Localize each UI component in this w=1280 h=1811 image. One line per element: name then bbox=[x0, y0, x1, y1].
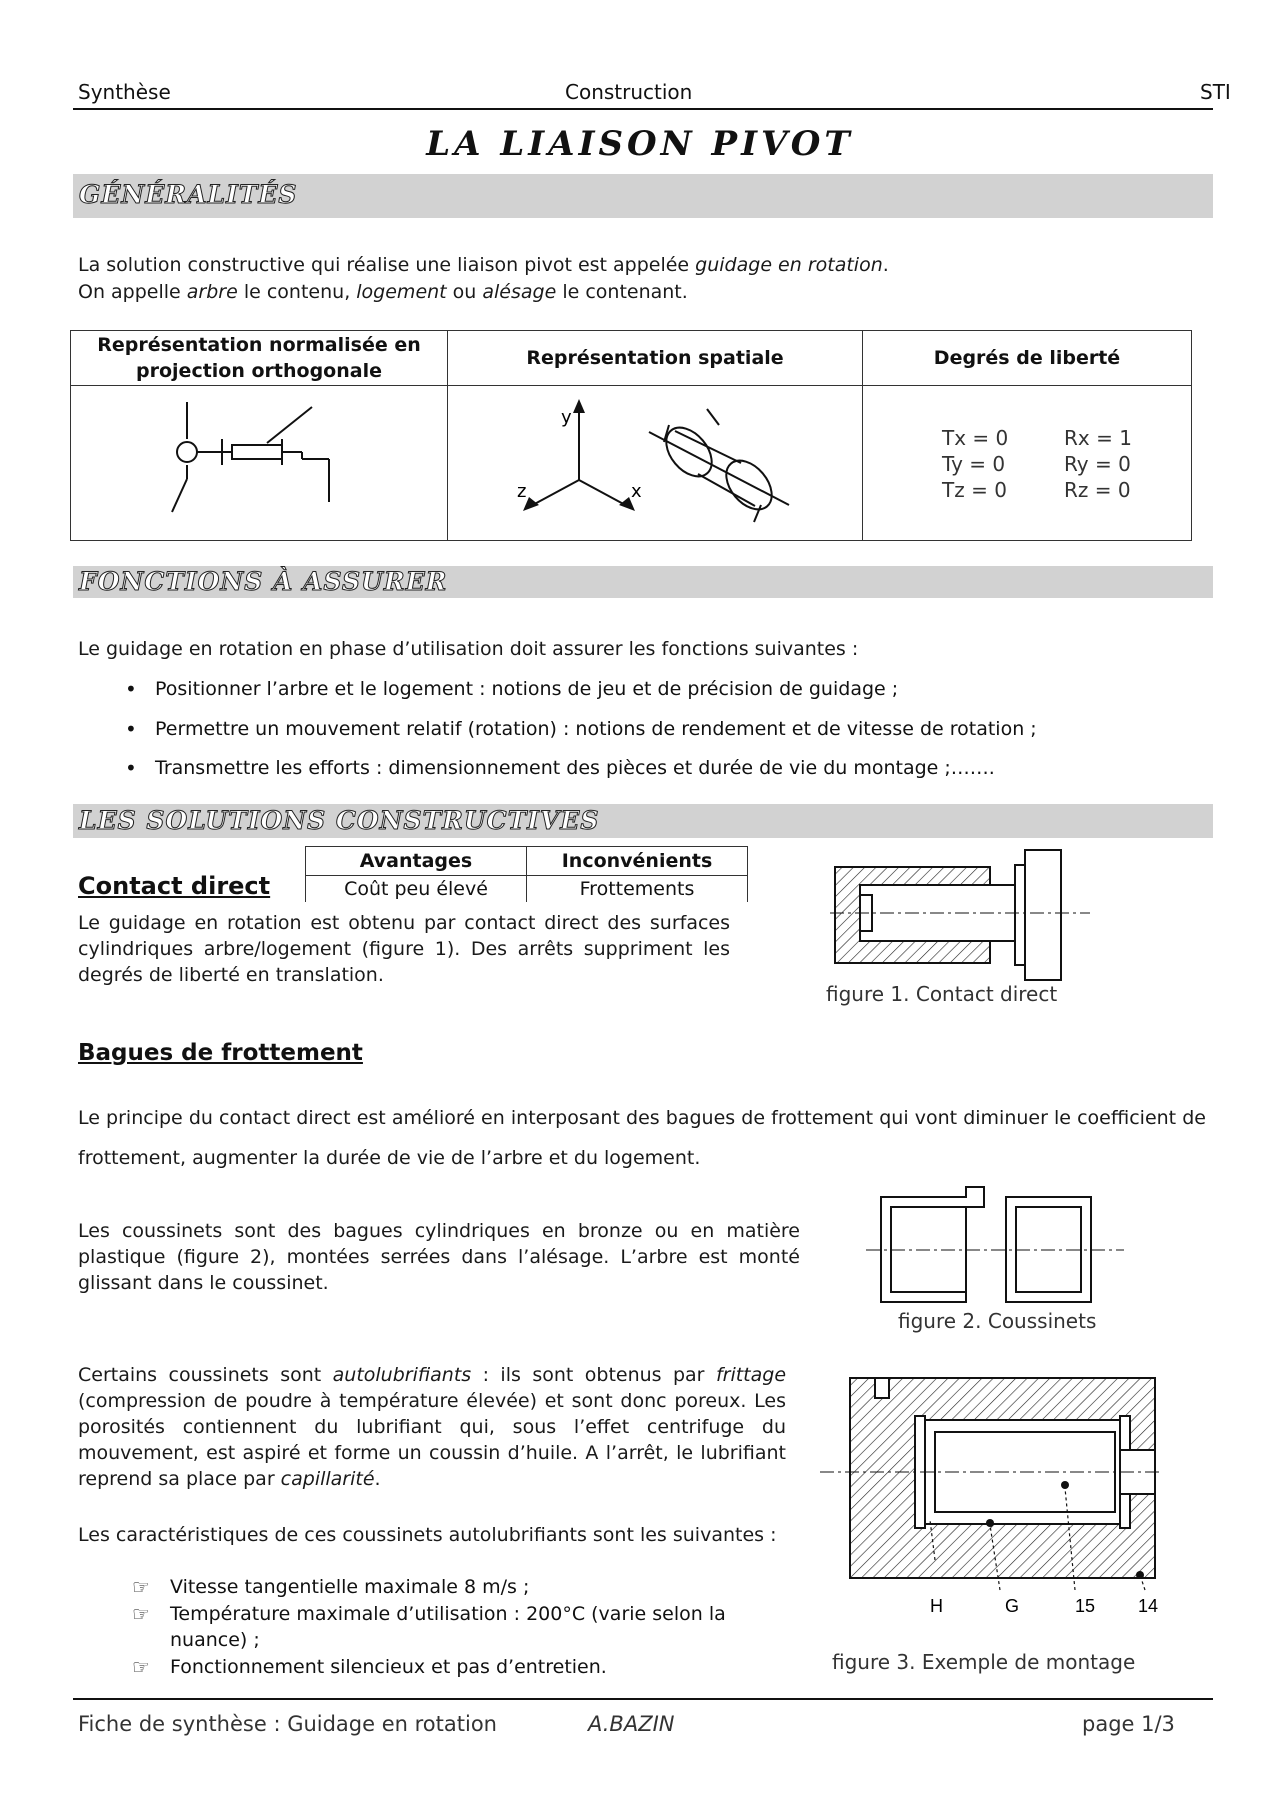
section-title: LES SOLUTIONS CONSTRUCTIVES bbox=[79, 806, 600, 835]
para-term: capillarité bbox=[280, 1468, 375, 1490]
para-term: autolubrifiants bbox=[332, 1364, 472, 1386]
pointing-hand-icon: ☞ bbox=[132, 1602, 150, 1626]
fig3-label-15: 15 bbox=[1075, 1596, 1096, 1616]
dof-ty: Ty = 0 bbox=[942, 452, 1006, 476]
figure-2-coussinets bbox=[866, 1182, 1126, 1306]
axis-z-label: z bbox=[517, 481, 527, 502]
intro-paragraph bbox=[78, 252, 1198, 306]
axis-y-label: y bbox=[561, 407, 572, 428]
cell-symbol-spatial bbox=[448, 386, 863, 541]
cell-degres-liberte bbox=[863, 386, 1192, 541]
figure-3-montage bbox=[820, 1370, 1160, 1620]
intro-text: . bbox=[882, 254, 889, 276]
section-band-fonctions bbox=[73, 566, 1213, 598]
dof-tx: Tx = 0 bbox=[942, 426, 1009, 450]
section-band-generalites bbox=[73, 174, 1213, 218]
fig3-label-14: 14 bbox=[1138, 1596, 1159, 1616]
dof-rx: Rx = 1 bbox=[1064, 426, 1132, 450]
list-item-text: Transmettre les efforts : dimensionnement des pièces et durée de vie du montage ;……. bbox=[155, 757, 995, 779]
figure-2-caption: figure 2. Coussinets bbox=[898, 1309, 1097, 1333]
axis-x-label: x bbox=[631, 481, 642, 502]
list-item-text: Température maximale d’utilisation : 200°C (varie selon la nuance) ; bbox=[170, 1603, 726, 1651]
footer-author: A.BAZIN bbox=[588, 1712, 675, 1736]
list-item-text: Positionner l’arbre et le logement : notions de jeu et de précision de guidage ; bbox=[155, 678, 899, 700]
table-header-spatiale: Représentation spatiale bbox=[448, 331, 863, 386]
header-subject: Synthèse bbox=[78, 80, 171, 104]
fig3-label-g: G bbox=[1005, 1596, 1020, 1616]
para-text: Certains coussinets sont bbox=[78, 1364, 333, 1386]
pivot-symbol-2d bbox=[72, 387, 446, 535]
list-item: • Positionner l’arbre et le logement : notions de jeu et de précision de guidage ; bbox=[125, 677, 899, 701]
figure-1-caption: figure 1. Contact direct bbox=[826, 982, 1058, 1006]
para-text: . bbox=[374, 1468, 381, 1490]
section-band-solutions bbox=[73, 804, 1213, 838]
list-item-text: Vitesse tangentielle maximale 8 m/s ; bbox=[170, 1576, 530, 1598]
header-class: STI bbox=[1200, 80, 1231, 104]
pivot-symbol-3d bbox=[449, 387, 861, 535]
table-header-normalisee: Représentation normalisée en projection orthogonale bbox=[71, 331, 448, 386]
drawbacks-header: Inconvénients bbox=[527, 847, 748, 876]
para-term: frittage bbox=[715, 1364, 787, 1386]
coussinets-paragraph: Les coussinets sont des bagues cylindriques en bronze ou en matière plastique (figure 2), montées serrées dans l’alésage. L’arbre est monté glissant dans le coussinet. bbox=[78, 1220, 800, 1294]
cell-symbol-normalise bbox=[71, 386, 448, 541]
footer-doc-title: Fiche de synthèse : Guidage en rotation bbox=[78, 1712, 497, 1736]
autolubrifiants-paragraph bbox=[78, 1362, 786, 1492]
figure-3-caption: figure 3. Exemple de montage bbox=[832, 1650, 1136, 1674]
intro-term: arbre bbox=[186, 281, 238, 303]
intro-text: On appelle bbox=[78, 281, 187, 303]
advantages-header: Avantages bbox=[306, 847, 527, 876]
list-item bbox=[132, 1574, 786, 1600]
intro-term: alésage bbox=[482, 281, 557, 303]
advantage-value: Coût peu élevé bbox=[306, 876, 527, 903]
intro-term: logement bbox=[356, 281, 447, 303]
list-item: • Transmettre les efforts : dimensionnement des pièces et durée de vie du montage ;……. bbox=[125, 756, 995, 780]
fig3-label-h: H bbox=[930, 1596, 943, 1616]
list-item-text: Fonctionnement silencieux et pas d’entretien. bbox=[170, 1656, 607, 1678]
para-text: (compression de poudre à température élevée) et sont donc poreux. Les porosités contiennent du lubrifiant qui, sous l’effet centrifuge du mouvement, est aspiré et forme un coussin d’huile. A l’arrêt, le lubrifiant reprend sa place par bbox=[78, 1390, 786, 1490]
table-header-degres: Degrés de liberté bbox=[863, 331, 1192, 386]
drawback-value: Frottements bbox=[527, 876, 748, 903]
contact-text: Le guidage en rotation est obtenu par contact direct des surfaces cylindriques arbre/logement (figure 1). Des arrêts suppriment les degrés de liberté en translation. bbox=[78, 912, 730, 986]
dof-rz: Rz = 0 bbox=[1064, 478, 1131, 502]
figure-1-contact-direct bbox=[830, 845, 1100, 985]
pointing-hand-icon: ☞ bbox=[132, 1655, 150, 1679]
fonctions-intro: Le guidage en rotation en phase d’utilisation doit assurer les fonctions suivantes : bbox=[78, 638, 859, 660]
intro-text: ou bbox=[446, 281, 483, 303]
header-rule bbox=[73, 108, 1213, 110]
header-domain: Construction bbox=[565, 80, 693, 104]
dof-ry: Ry = 0 bbox=[1064, 452, 1131, 476]
contact-pros-cons-table bbox=[305, 846, 748, 902]
footer-rule bbox=[73, 1698, 1213, 1700]
list-item bbox=[132, 1654, 786, 1680]
dof-rotations bbox=[1064, 425, 1132, 503]
section-title: FONCTIONS À ASSURER bbox=[79, 567, 448, 596]
list-item: • Permettre un mouvement relatif (rotation) : notions de rendement et de vitesse de rotation ; bbox=[125, 717, 1037, 741]
representation-table bbox=[70, 330, 1192, 541]
para-text: : ils sont obtenus par bbox=[471, 1364, 716, 1386]
contact-heading: Contact direct bbox=[78, 872, 271, 900]
list-item-text: Permettre un mouvement relatif (rotation) : notions de rendement et de vitesse de rotation ; bbox=[155, 718, 1037, 740]
section-title: GÉNÉRALITÉS bbox=[79, 180, 298, 209]
bagues-paragraph: Le principe du contact direct est amélioré en interposant des bagues de frottement qui vont diminuer le coefficient de frottement, augmenter la durée de vie de l’arbre et du logement. bbox=[78, 1107, 1206, 1169]
bagues-heading: Bagues de frottement bbox=[78, 1040, 363, 1066]
page-title: LA LIAISON PIVOT bbox=[426, 124, 854, 164]
dof-translations bbox=[942, 425, 1008, 503]
intro-text: le contenu, bbox=[237, 281, 357, 303]
footer-page-number: page 1/3 bbox=[1082, 1712, 1175, 1736]
caracteristiques-paragraph: Les caractéristiques de ces coussinets autolubrifiants sont les suivantes : bbox=[78, 1524, 777, 1546]
pointing-hand-icon: ☞ bbox=[132, 1575, 150, 1599]
dof-tz: Tz = 0 bbox=[942, 478, 1007, 502]
list-item bbox=[132, 1601, 786, 1653]
intro-text: le contenant. bbox=[556, 281, 688, 303]
intro-text: La solution constructive qui réalise une liaison pivot est appelée bbox=[78, 254, 696, 276]
intro-term: guidage en rotation bbox=[695, 254, 883, 276]
